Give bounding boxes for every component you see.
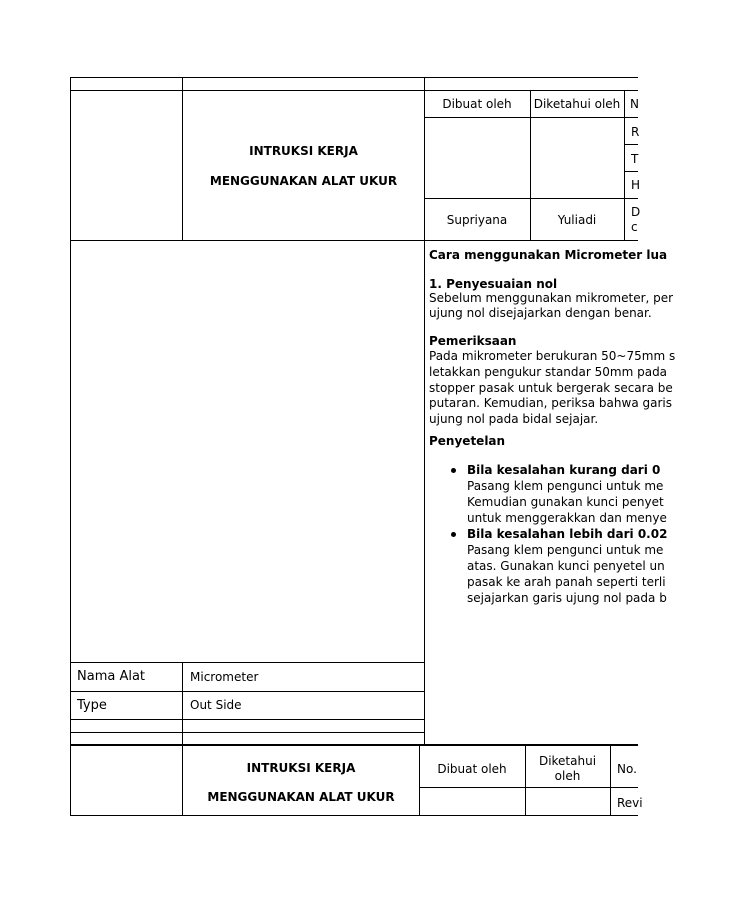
bullet-line: sejajarkan garis ujung nol pada b: [467, 591, 667, 605]
list-item-line: [429, 510, 729, 526]
list-item-line: [429, 558, 729, 574]
bullet-heading: Bila kesalahan kurang dari 0: [467, 463, 661, 477]
signer-dibuat: Supriyana: [446, 213, 508, 227]
list-item: [429, 462, 729, 478]
list-item-line: [429, 478, 729, 494]
header-right-partial-5: c: [631, 220, 638, 234]
header-right-partial-1: R: [631, 125, 640, 139]
header-right-partial-2: T: [631, 152, 639, 166]
bullet-line: untuk menggerakkan dan menye: [467, 511, 667, 525]
footer-col-dibuat: Dibuat oleh: [437, 762, 507, 776]
bullet-line: Pasang klem pengunci untuk me: [467, 543, 664, 557]
section3-heading: Penyetelan: [429, 434, 506, 448]
signer-diketahui: Yuliadi: [557, 213, 597, 227]
header-right-partial-4: D: [631, 205, 641, 219]
bullet-line: Pasang klem pengunci untuk me: [467, 479, 664, 493]
header-title-line2: MENGGUNAKAN ALAT UKUR: [209, 174, 398, 188]
header-title-line1: INTRUKSI KERJA: [249, 144, 358, 158]
header-right-partial-3: H: [631, 178, 641, 192]
section1-line: ujung nol disejajarkan dengan benar.: [429, 306, 652, 320]
section2-line: letakkan pengukur standar 50mm pada: [429, 365, 668, 379]
bullet-line: Kemudian gunakan kunci penyet: [467, 495, 664, 509]
list-item-line: [429, 494, 729, 510]
section2-line: stopper pasak untuk bergerak secara be: [429, 381, 673, 395]
list-item: [429, 526, 729, 542]
section2-line: putaran. Kemudian, periksa bahwa garis: [429, 396, 672, 410]
list-item-line: [429, 574, 729, 590]
nama-alat-value: Micrometer: [190, 670, 259, 684]
section2-heading: Pemeriksaan: [429, 334, 517, 348]
list-item-line: [429, 542, 729, 558]
type-value: Out Side: [190, 698, 242, 712]
footer-col-no: No.: [617, 762, 637, 776]
footer-title-line2: MENGGUNAKAN ALAT UKUR: [207, 790, 395, 804]
list-item-line: [429, 590, 729, 606]
adjustment-list: [429, 462, 729, 606]
bullet-heading: Bila kesalahan lebih dari 0.02: [467, 527, 668, 541]
footer-title-line1: INTRUKSI KERJA: [246, 761, 356, 775]
header-col-partial: N: [630, 97, 639, 111]
nama-alat-label: Nama Alat: [77, 669, 146, 684]
bullet-line: atas. Gunakan kunci penyetel un: [467, 559, 665, 573]
type-label: Type: [77, 698, 107, 713]
header-col-diketahui: Diketahui oleh: [533, 97, 621, 111]
section2-line: ujung nol pada bidal sejajar.: [429, 412, 599, 426]
footer-col-revisi: Revi: [617, 796, 643, 810]
section2-line: Pada mikrometer berukuran 50~75mm s: [429, 349, 676, 363]
section1-heading: 1. Penyesuaian nol: [429, 277, 558, 291]
header-col-dibuat: Dibuat oleh: [442, 97, 512, 111]
footer-col-diketahui-line1: Diketahui: [538, 754, 597, 768]
content-title: Cara menggunakan Micrometer lua: [429, 248, 668, 262]
section1-line: Sebelum menggunakan mikrometer, per: [429, 291, 674, 305]
content-area: [429, 247, 676, 647]
footer-col-diketahui-line2: oleh: [554, 769, 581, 783]
bullet-line: pasak ke arah panah seperti terli: [467, 575, 666, 589]
